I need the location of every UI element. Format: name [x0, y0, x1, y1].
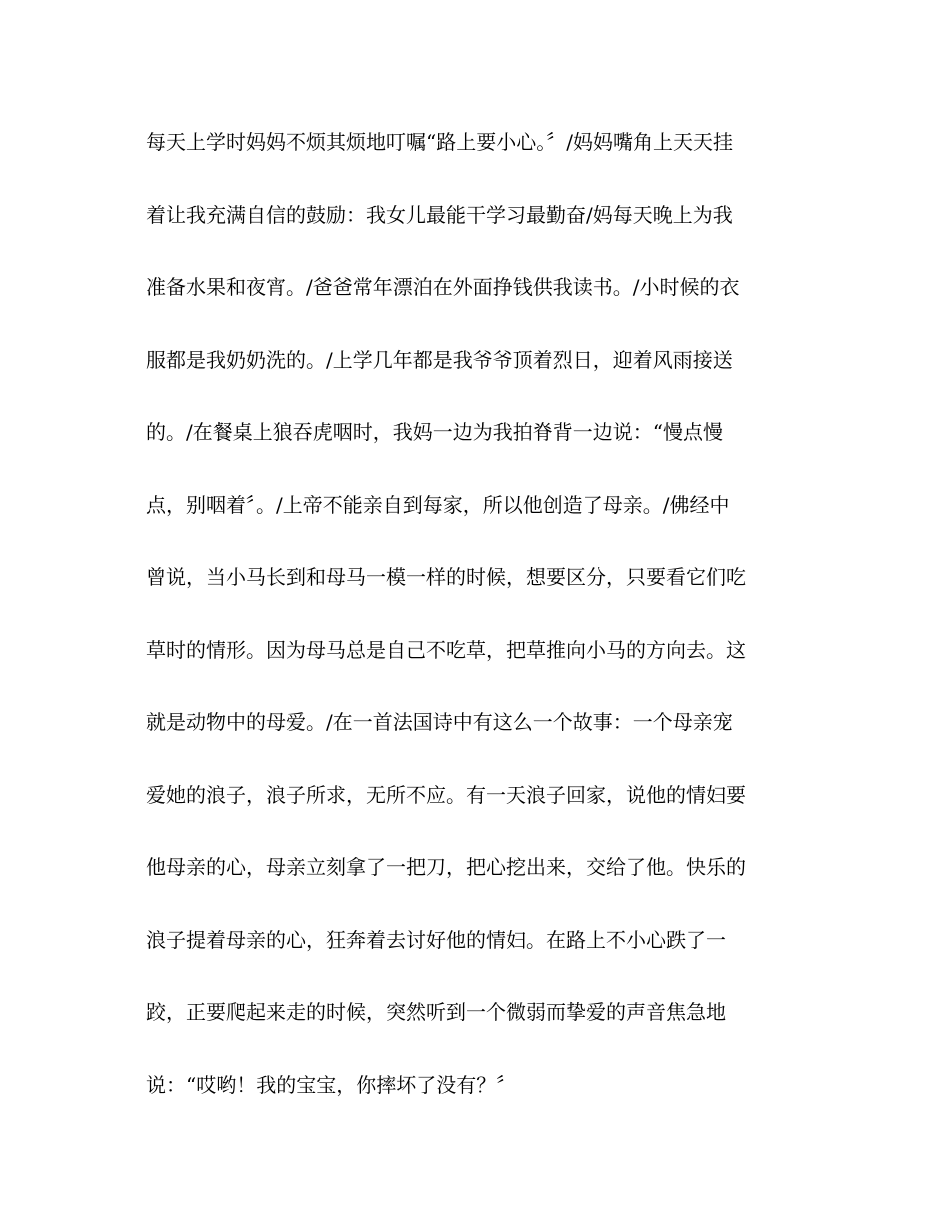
body-text [146, 120, 806, 1135]
text-line: 就是动物中的母爱。/在一首法国诗中有这么一个故事：一个母亲宠 [146, 710, 733, 734]
text-line: 说：“哎哟！我的宝宝，你摔坏了没有？〞 [146, 1072, 517, 1097]
text-line: 草时的情形。因为母马总是自己不吃草，把草推向小马的方向去。这 [146, 637, 746, 662]
text-line: 准备水果和夜宵。/爸爸常年漂泊在外面挣钱供我读书。/小时候的衣 [146, 275, 740, 299]
text-line: 他母亲的心，母亲立刻拿了一把刀，把心挖出来，交给了他。快乐的 [146, 855, 746, 879]
text-line: 跤，正要爬起来走的时候，突然听到一个微弱而挚爱的声音焦急地 [146, 1000, 726, 1024]
text-line: 服都是我奶奶洗的。/上学几年都是我爷爷顶着烈日，迎着风雨接送 [146, 347, 733, 372]
text-line: 每天上学时妈妈不烦其烦地叮嘱“路上要小心。〞/妈妈嘴角上天天挂 [146, 130, 733, 154]
text-line: 曾说，当小马长到和母马一模一样的时候，想要区分，只要看它们吃 [146, 565, 746, 589]
text-line: 着让我充满自信的鼓励：我女儿最能干学习最勤奋/妈每天晚上为我 [146, 202, 733, 227]
text-line: 点，别咽着〞。/上帝不能亲自到每家，所以他创造了母亲。/佛经中 [146, 492, 730, 517]
text-line: 浪子提着母亲的心，狂奔着去讨好他的情妇。在路上不小心跌了一 [146, 927, 726, 952]
text-line: 爱她的浪子，浪子所求，无所不应。有一天浪子回家，说他的情妇要 [146, 782, 746, 807]
text-line: 的。/在餐桌上狼吞虎咽时，我妈一边为我拍脊背一边说：“慢点慢 [146, 420, 723, 444]
